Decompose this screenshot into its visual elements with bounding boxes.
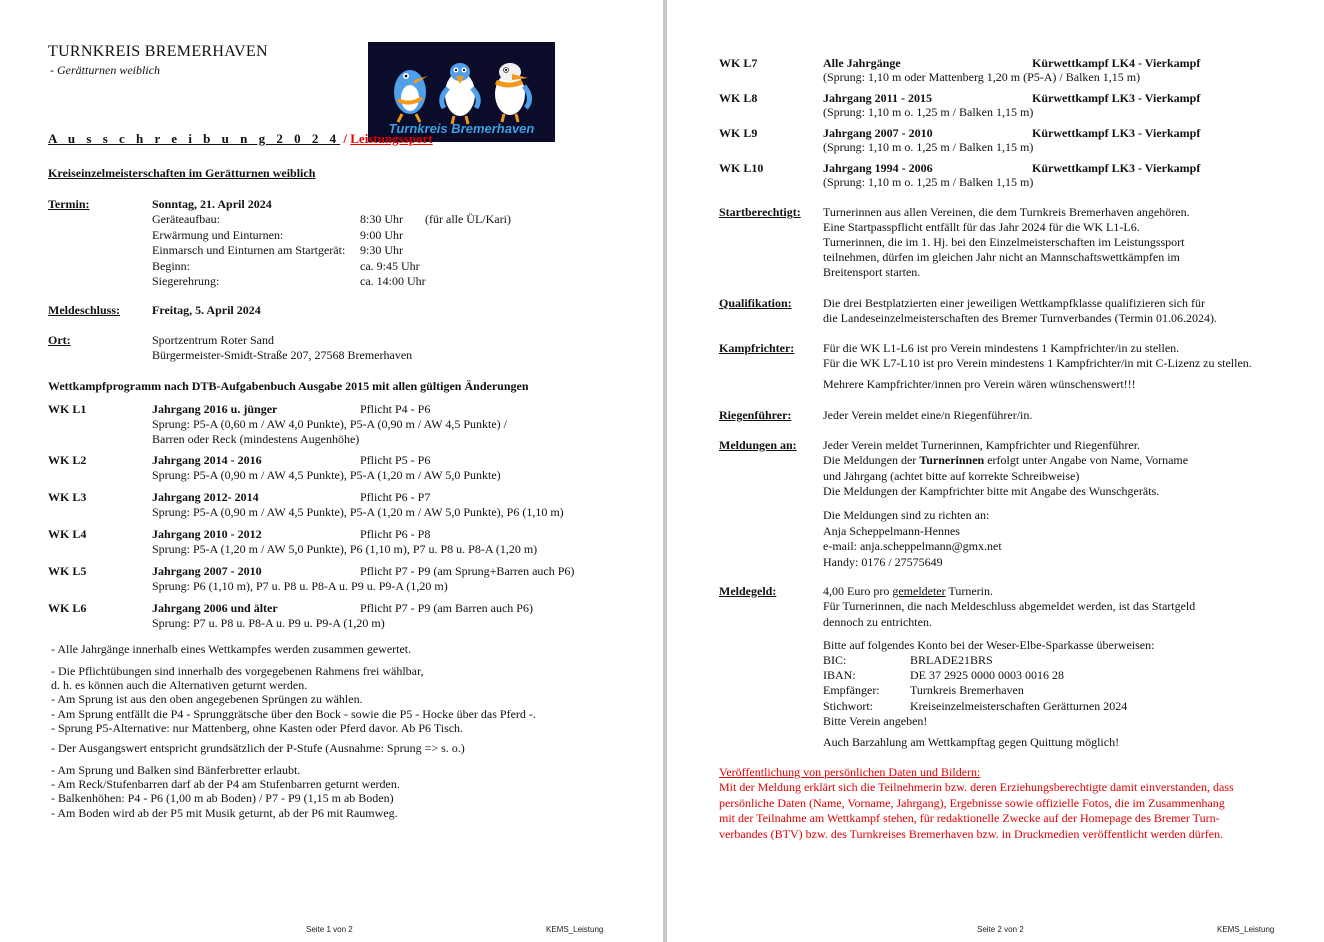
announcement-heading	[48, 131, 433, 146]
wk-year: Alle Jahrgänge	[823, 56, 901, 70]
meldeschluss-label: Meldeschluss:	[48, 303, 120, 317]
meldegeld-label: Meldegeld:	[719, 584, 777, 598]
logo-caption: Turnkreis Bremerhaven	[388, 121, 535, 136]
privacy-title: Veröffentlichung von persönlichen Daten und Bildern:	[719, 765, 981, 779]
heading-prefix: A u s s c h r e i b u n g 2 0 2 4	[48, 131, 341, 146]
schedule-note: (für alle ÜL/Kari)	[425, 212, 511, 226]
note-line: - Der Ausgangswert entspricht grundsätzlich der P-Stufe (Ausnahme: Sprung => s. o.)	[51, 741, 465, 755]
kampfrichter-label: Kampfrichter:	[719, 341, 795, 355]
schedule-label: Einmarsch und Einturnen am Startgerät:	[152, 243, 346, 257]
meldungen-line4: Die Meldungen der Kampfrichter bitte mit Angabe des Wunschgeräts.	[823, 484, 1160, 498]
startberechtigt-line: Eine Startpasspflicht entfällt für das Jahr 2024 für die WK L1-L6.	[823, 220, 1140, 234]
wk-detail: Sprung: P7 u. P8 u. P8-A u. P9 u. P9-A (1,20 m)	[152, 616, 385, 630]
meldungen-line2-pre: Die Meldungen der	[823, 453, 920, 467]
startberechtigt-line: Turnerinnen, die im 1. Hj. bei den Einzelmeisterschaften im Leistungssport	[823, 235, 1185, 249]
qualifikation-label: Qualifikation:	[719, 296, 792, 310]
wk-detail: Barren oder Reck (mindestens Augenhöhe)	[152, 432, 360, 446]
wk-pflicht: Pflicht P6 - P8	[360, 527, 431, 541]
meldegeld-line: dennoch zu entrichten.	[823, 614, 932, 629]
wk-year: Jahrgang 2007 - 2010	[152, 564, 262, 578]
heading-slash: /	[340, 131, 351, 146]
bank-value: BRLADE21BRS	[910, 653, 993, 667]
event-title: Kreiseinzelmeisterschaften im Gerätturnen weiblich	[48, 166, 316, 180]
bank-key: Empfänger:	[823, 683, 880, 698]
wk-id: WK L8	[719, 91, 758, 105]
startberechtigt-line: teilnehmen, dürfen im gleichen Jahr nicht an Mannschaftswettkämpfen im	[823, 250, 1180, 264]
schedule-time: ca. 9:45 Uhr	[360, 258, 420, 273]
wk-id: WK L7	[719, 56, 758, 70]
privacy-line: Mit der Meldung erklärt sich die Teilnehmerin bzw. deren Erziehungsberechtigte damit einverstanden, dass	[719, 780, 1234, 794]
schedule-time: ca. 14:00 Uhr	[360, 274, 426, 288]
contact-line: Handy: 0176 / 27575649	[823, 554, 943, 569]
turnkreis-logo	[368, 42, 555, 142]
schedule-label: Geräteaufbau:	[152, 212, 220, 226]
wk-detail: Sprung: P5-A (0,60 m / AW 4,0 Punkte), P5-A (0,90 m / AW 4,5 Punkte) /	[152, 417, 507, 431]
wk-id: WK L2	[48, 453, 87, 467]
wk-year: Jahrgang 2012- 2014	[152, 490, 259, 504]
schedule-label: Erwärmung und Einturnen:	[152, 227, 284, 242]
wk-pflicht: Pflicht P4 - P6	[360, 402, 431, 416]
wk-pflicht: Pflicht P6 - P7	[360, 490, 431, 504]
meldungen-line2-bold: Turnerinnen	[919, 453, 985, 467]
footer-doc-name: KEMS_Leistung	[546, 925, 604, 934]
bank-value: Turnkreis Bremerhaven	[910, 683, 1024, 698]
riegenfuehrer-label: Riegenführer:	[719, 408, 792, 422]
wk-year: Jahrgang 2010 - 2012	[152, 527, 262, 541]
meldegeld-line: Für Turnerinnen, die nach Meldeschluss abgemeldet werden, ist das Startgeld	[823, 599, 1196, 613]
wk-detail: Sprung: P6 (1,10 m), P7 u. P8 u. P8-A u. P9 u. P9-A (1,20 m)	[152, 579, 448, 593]
note-line: - Die Pflichtübungen sind innerhalb des vorgegebenen Rahmens frei wählbar,	[51, 664, 424, 678]
meldegeld-underlined: gemeldeter	[892, 584, 946, 598]
footer-page-number-2: Seite 2 von 2	[977, 925, 1024, 934]
bank-value: DE 37 2925 0000 0003 0016 28	[910, 668, 1064, 683]
wk-competition: Kürwettkampf LK3 - Vierkampf	[1032, 161, 1201, 175]
ort-address: Bürgermeister-Smidt-Straße 207, 27568 Bremerhaven	[152, 348, 413, 362]
cash-note: Auch Barzahlung am Wettkampftag gegen Quittung möglich!	[823, 735, 1120, 749]
startberechtigt-line: Turnerinnen aus allen Vereinen, die dem Turnkreis Bremerhaven angehören.	[823, 205, 1190, 219]
privacy-line: persönliche Daten (Name, Vorname, Jahrgang), Ergebnisse sowie offizielle Fotos, die im Zusammenhang	[719, 795, 1225, 810]
meldungen-label: Meldungen an:	[719, 438, 797, 452]
wk-detail: (Sprung: 1,10 m o. 1,25 m / Balken 1,15 m)	[823, 140, 1034, 154]
wk-year: Jahrgang 2011 - 2015	[823, 91, 933, 105]
privacy-line: verbandes (BTV) bzw. des Turnkreises Bremerhaven bzw. in Druckmedien veröffentlicht werden dürfen.	[719, 826, 1224, 841]
org-subtitle: - Gerätturnen weiblich	[50, 63, 160, 77]
kampfrichter-line: Für die WK L1-L6 ist pro Verein mindestens 1 Kampfrichter/in zu stellen.	[823, 341, 1180, 355]
wk-pflicht: Pflicht P7 - P9 (am Sprung+Barren auch P6)	[360, 564, 575, 578]
wk-year: Jahrgang 2007 - 2010	[823, 126, 933, 140]
heading-suffix: Leistungssport	[350, 131, 433, 146]
wk-detail: Sprung: P5-A (0,90 m / AW 4,5 Punkte), P5-A (1,20 m / AW 5,0 Punkte)	[152, 468, 501, 482]
wk-year: Jahrgang 2016 u. jünger	[152, 402, 278, 416]
wk-detail: (Sprung: 1,10 m o. 1,25 m / Balken 1,15 m)	[823, 105, 1034, 119]
kampfrichter-extra: Mehrere Kampfrichter/innen pro Verein wären wünschenswert!!!	[823, 377, 1136, 391]
termin-date: Sonntag, 21. April 2024	[152, 197, 272, 211]
wk-id: WK L9	[719, 126, 758, 140]
wk-competition: Kürwettkampf LK3 - Vierkampf	[1032, 91, 1201, 105]
schedule-time: 8:30 Uhr	[360, 212, 403, 226]
note-line: - Am Boden wird ab der P5 mit Musik geturnt, ab der P6 mit Raumweg.	[51, 805, 398, 820]
meldungen-line2	[823, 453, 1188, 468]
note-line: d. h. es können auch die Alternativen geturnt werden.	[51, 678, 308, 693]
schedule-time: 9:30 Uhr	[360, 243, 403, 257]
note-line: - Balkenhöhen: P4 - P6 (1,00 m ab Boden) / P7 - P9 (1,15 m ab Boden)	[51, 791, 394, 806]
schedule-label: Siegerehrung:	[152, 274, 220, 288]
schedule-time: 9:00 Uhr	[360, 227, 403, 242]
wk-year: Jahrgang 2014 - 2016	[152, 453, 262, 467]
contact-line: e-mail: anja.scheppelmann@gmx.net	[823, 539, 1002, 553]
wk-detail: (Sprung: 1,10 m oder Mattenberg 1,20 m (P5-A) / Balken 1,15 m)	[823, 70, 1141, 84]
contact-line: Die Meldungen sind zu richten an:	[823, 508, 990, 522]
meldungen-line1: Jeder Verein meldet Turnerinnen, Kampfrichter und Riegenführer.	[823, 438, 1141, 452]
meldeschluss-date: Freitag, 5. April 2024	[152, 303, 261, 317]
wk-id: WK L5	[48, 564, 87, 578]
meldegeld-line1	[823, 584, 993, 599]
wk-year: Jahrgang 1994 - 2006	[823, 161, 933, 175]
note-line: - Sprung P5-Alternative: nur Mattenberg, ohne Kasten oder Pferd davor. Ab P6 Tisch.	[51, 720, 464, 735]
note-line: - Am Sprung und Balken sind Bänferbretter erlaubt.	[51, 763, 301, 777]
note-line: - Am Reck/Stufenbarren darf ab der P4 am Stufenbarren geturnt werden.	[51, 777, 400, 792]
meldegeld-pre: 4,00 Euro pro	[823, 584, 893, 598]
wk-detail: Sprung: P5-A (1,20 m / AW 5,0 Punkte), P6 (1,10 m), P7 u. P8 u. P8-A (1,20 m)	[152, 542, 538, 556]
program-title: Wettkampfprogramm nach DTB-Aufgabenbuch Ausgabe 2015 mit allen gültigen Änderungen	[48, 379, 529, 393]
startberechtigt-label: Startberechtigt:	[719, 205, 801, 219]
riegenfuehrer-text: Jeder Verein meldet eine/n Riegenführer/in.	[823, 408, 1033, 422]
note-line: - Am Sprung ist aus den oben angegebenen Sprüngen zu wählen.	[51, 692, 363, 707]
kampfrichter-line: Für die WK L7-L10 ist pro Verein mindestens 1 Kampfrichter/in mit C-Lizenz zu stellen.	[823, 356, 1252, 370]
contact-line: Anja Scheppelmann-Hennes	[823, 523, 960, 538]
wk-id: WK L10	[719, 161, 764, 175]
org-title: TURNKREIS BREMERHAVEN	[48, 43, 268, 60]
wk-id: WK L4	[48, 527, 87, 541]
wk-id: WK L1	[48, 402, 87, 416]
document-page-2	[667, 0, 1324, 942]
wk-detail: Sprung: P5-A (0,90 m / AW 4,5 Punkte), P5-A (1,20 m / AW 5,0 Punkte), P6 (1,10 m)	[152, 505, 564, 519]
bank-key: BIC:	[823, 653, 847, 667]
footer-doc-name-2: KEMS_Leistung	[1217, 925, 1275, 934]
privacy-line: mit der Teilnahme am Wettkampf stehen, für redaktionelle Zwecke auf der Homepage des Bremer Turn-	[719, 811, 1220, 825]
meldungen-line3: und Jahrgang (achtet bitte auf korrekte Schreibweise)	[823, 469, 1080, 483]
bank-note: Bitte Verein angeben!	[823, 714, 928, 728]
meldegeld-post: Turnerin.	[945, 584, 993, 598]
startberechtigt-line: Breitensport starten.	[823, 265, 921, 279]
note-line: - Alle Jahrgänge innerhalb eines Wettkampfes werden zusammen gewertet.	[51, 642, 412, 656]
wk-pflicht: Pflicht P5 - P6	[360, 453, 431, 467]
ort-venue: Sportzentrum Roter Sand	[152, 333, 274, 347]
termin-label: Termin:	[48, 197, 90, 211]
wk-detail: (Sprung: 1,10 m o. 1,25 m / Balken 1,15 m)	[823, 175, 1034, 189]
wk-competition: Kürwettkampf LK3 - Vierkampf	[1032, 126, 1201, 140]
wk-id: WK L3	[48, 490, 87, 504]
wk-id: WK L6	[48, 601, 87, 615]
bank-value: Kreiseinzelmeisterschaften Gerätturnen 2024	[910, 698, 1128, 713]
wk-pflicht: Pflicht P7 - P9 (am Barren auch P6)	[360, 601, 533, 615]
meldungen-line2-post: erfolgt unter Angabe von Name, Vorname	[984, 453, 1189, 467]
bank-key: Stichwort:	[823, 698, 873, 713]
note-line: - Am Sprung entfällt die P4 - Sprunggrätsche über den Bock - sowie die P5 - Hocke über das Pferd -.	[51, 706, 536, 721]
footer-page-number: Seite 1 von 2	[306, 925, 353, 934]
bank-intro: Bitte auf folgendes Konto bei der Weser-Elbe-Sparkasse überweisen:	[823, 638, 1155, 652]
qualifikation-line: Die drei Bestplatzierten einer jeweiligen Wettkampfklasse qualifizieren sich für	[823, 296, 1205, 310]
bank-key: IBAN:	[823, 668, 856, 683]
wk-year: Jahrgang 2006 und älter	[152, 601, 278, 615]
schedule-label: Beginn:	[152, 258, 190, 273]
ort-label: Ort:	[48, 333, 71, 347]
wk-competition: Kürwettkampf LK4 - Vierkampf	[1032, 56, 1201, 70]
qualifikation-line: die Landeseinzelmeisterschaften des Bremer Turnverbandes (Termin 01.06.2024).	[823, 311, 1218, 325]
